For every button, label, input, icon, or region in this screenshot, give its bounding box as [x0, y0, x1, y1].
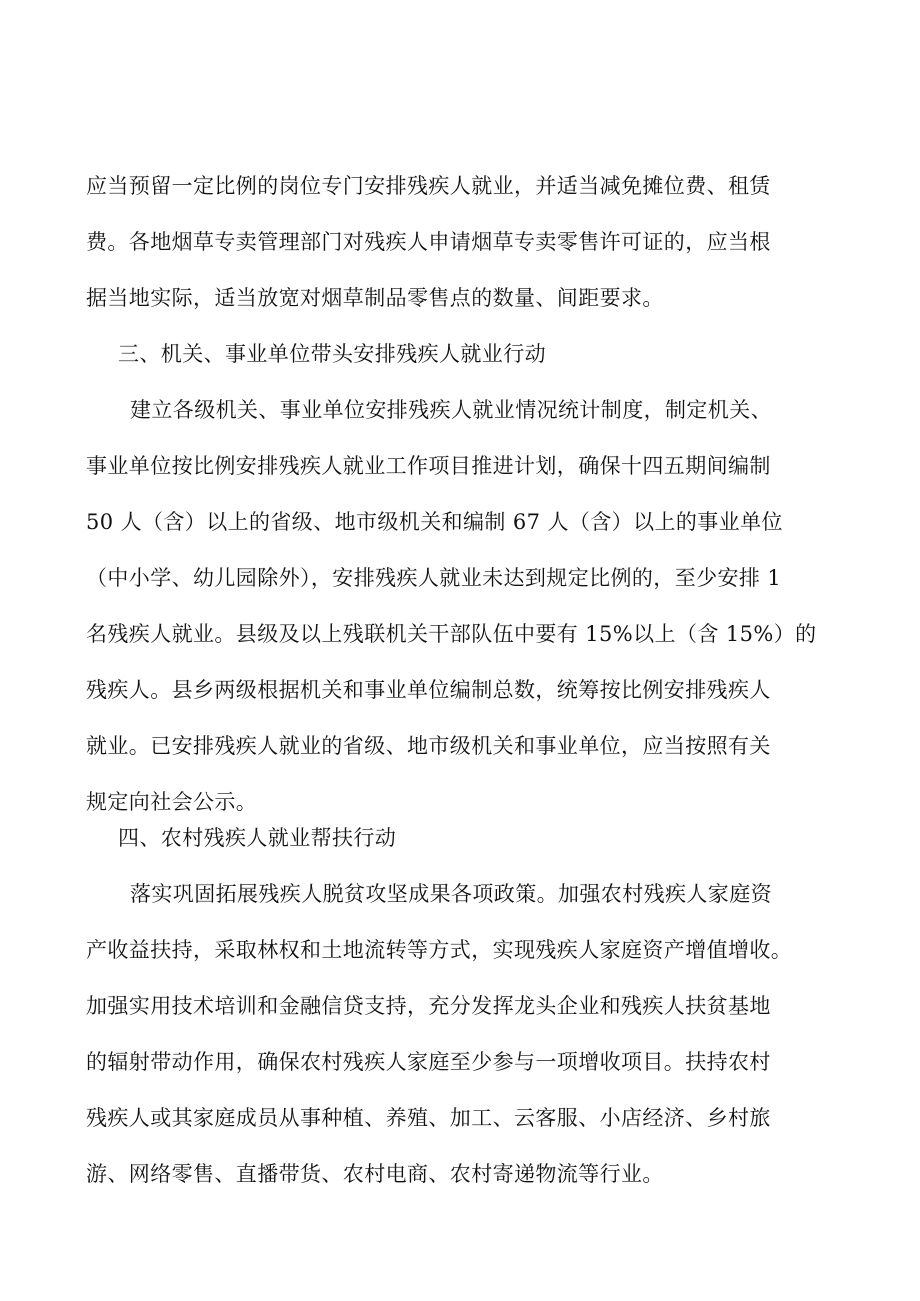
section-4-line: 的辐射带动作用，确保农村残疾人家庭至少参与一项增收项目。扶持农村	[86, 1050, 771, 1074]
section-4-heading: 四、农村残疾人就业帮扶行动	[118, 826, 397, 850]
paragraph-1-line: 费。各地烟草专卖管理部门对残疾人申请烟草专卖零售许可证的，应当根	[86, 230, 771, 254]
section-4-line: 落实巩固拓展残疾人脱贫攻坚成果各项政策。加强农村残疾人家庭资	[130, 882, 772, 906]
section-4-line: 产收益扶持，采取林权和土地流转等方式，实现残疾人家庭资产增值增收。	[86, 938, 793, 962]
section-4	[86, 810, 846, 1202]
section-4-line: 游、网络零售、直播带货、农村电商、农村寄递物流等行业。	[86, 1162, 664, 1186]
section-3-line: 残疾人。县乡两级根据机关和事业单位编制总数，统筹按比例安排残疾人	[86, 678, 771, 702]
section-3-line: 就业。已安排残疾人就业的省级、地市级机关和事业单位，应当按照有关	[86, 734, 771, 758]
paragraph-1-line: 应当预留一定比例的岗位专门安排残疾人就业，并适当减免摊位费、租赁	[86, 174, 771, 198]
section-3-line: 建立各级机关、事业单位安排残疾人就业情况统计制度，制定机关、	[130, 398, 772, 422]
section-3-line: 规定向社会公示。	[86, 790, 258, 814]
section-4-line: 残疾人或其家庭成员从事种植、养殖、加工、云客服、小店经济、乡村旅	[86, 1106, 771, 1130]
section-3-line: 50 人（含）以上的省级、地市级机关和编制 67 人（含）以上的事业单位	[86, 510, 783, 534]
section-3-line: （中小学、幼儿园除外），安排残疾人就业未达到规定比例的，至少安排 1	[86, 566, 782, 590]
section-3	[86, 326, 846, 830]
paragraph-1	[86, 158, 846, 326]
section-4-line: 加强实用技术培训和金融信贷支持，充分发挥龙头企业和残疾人扶贫基地	[86, 994, 771, 1018]
section-3-line: 事业单位按比例安排残疾人就业工作项目推进计划，确保十四五期间编制	[86, 454, 771, 478]
paragraph-1-line: 据当地实际，适当放宽对烟草制品零售点的数量、间距要求。	[86, 286, 664, 310]
section-3-line: 名残疾人就业。县级及以上残联机关干部队伍中要有 15%以上（含 15%）的	[86, 622, 817, 646]
section-3-heading: 三、机关、事业单位带头安排残疾人就业行动	[118, 342, 546, 366]
